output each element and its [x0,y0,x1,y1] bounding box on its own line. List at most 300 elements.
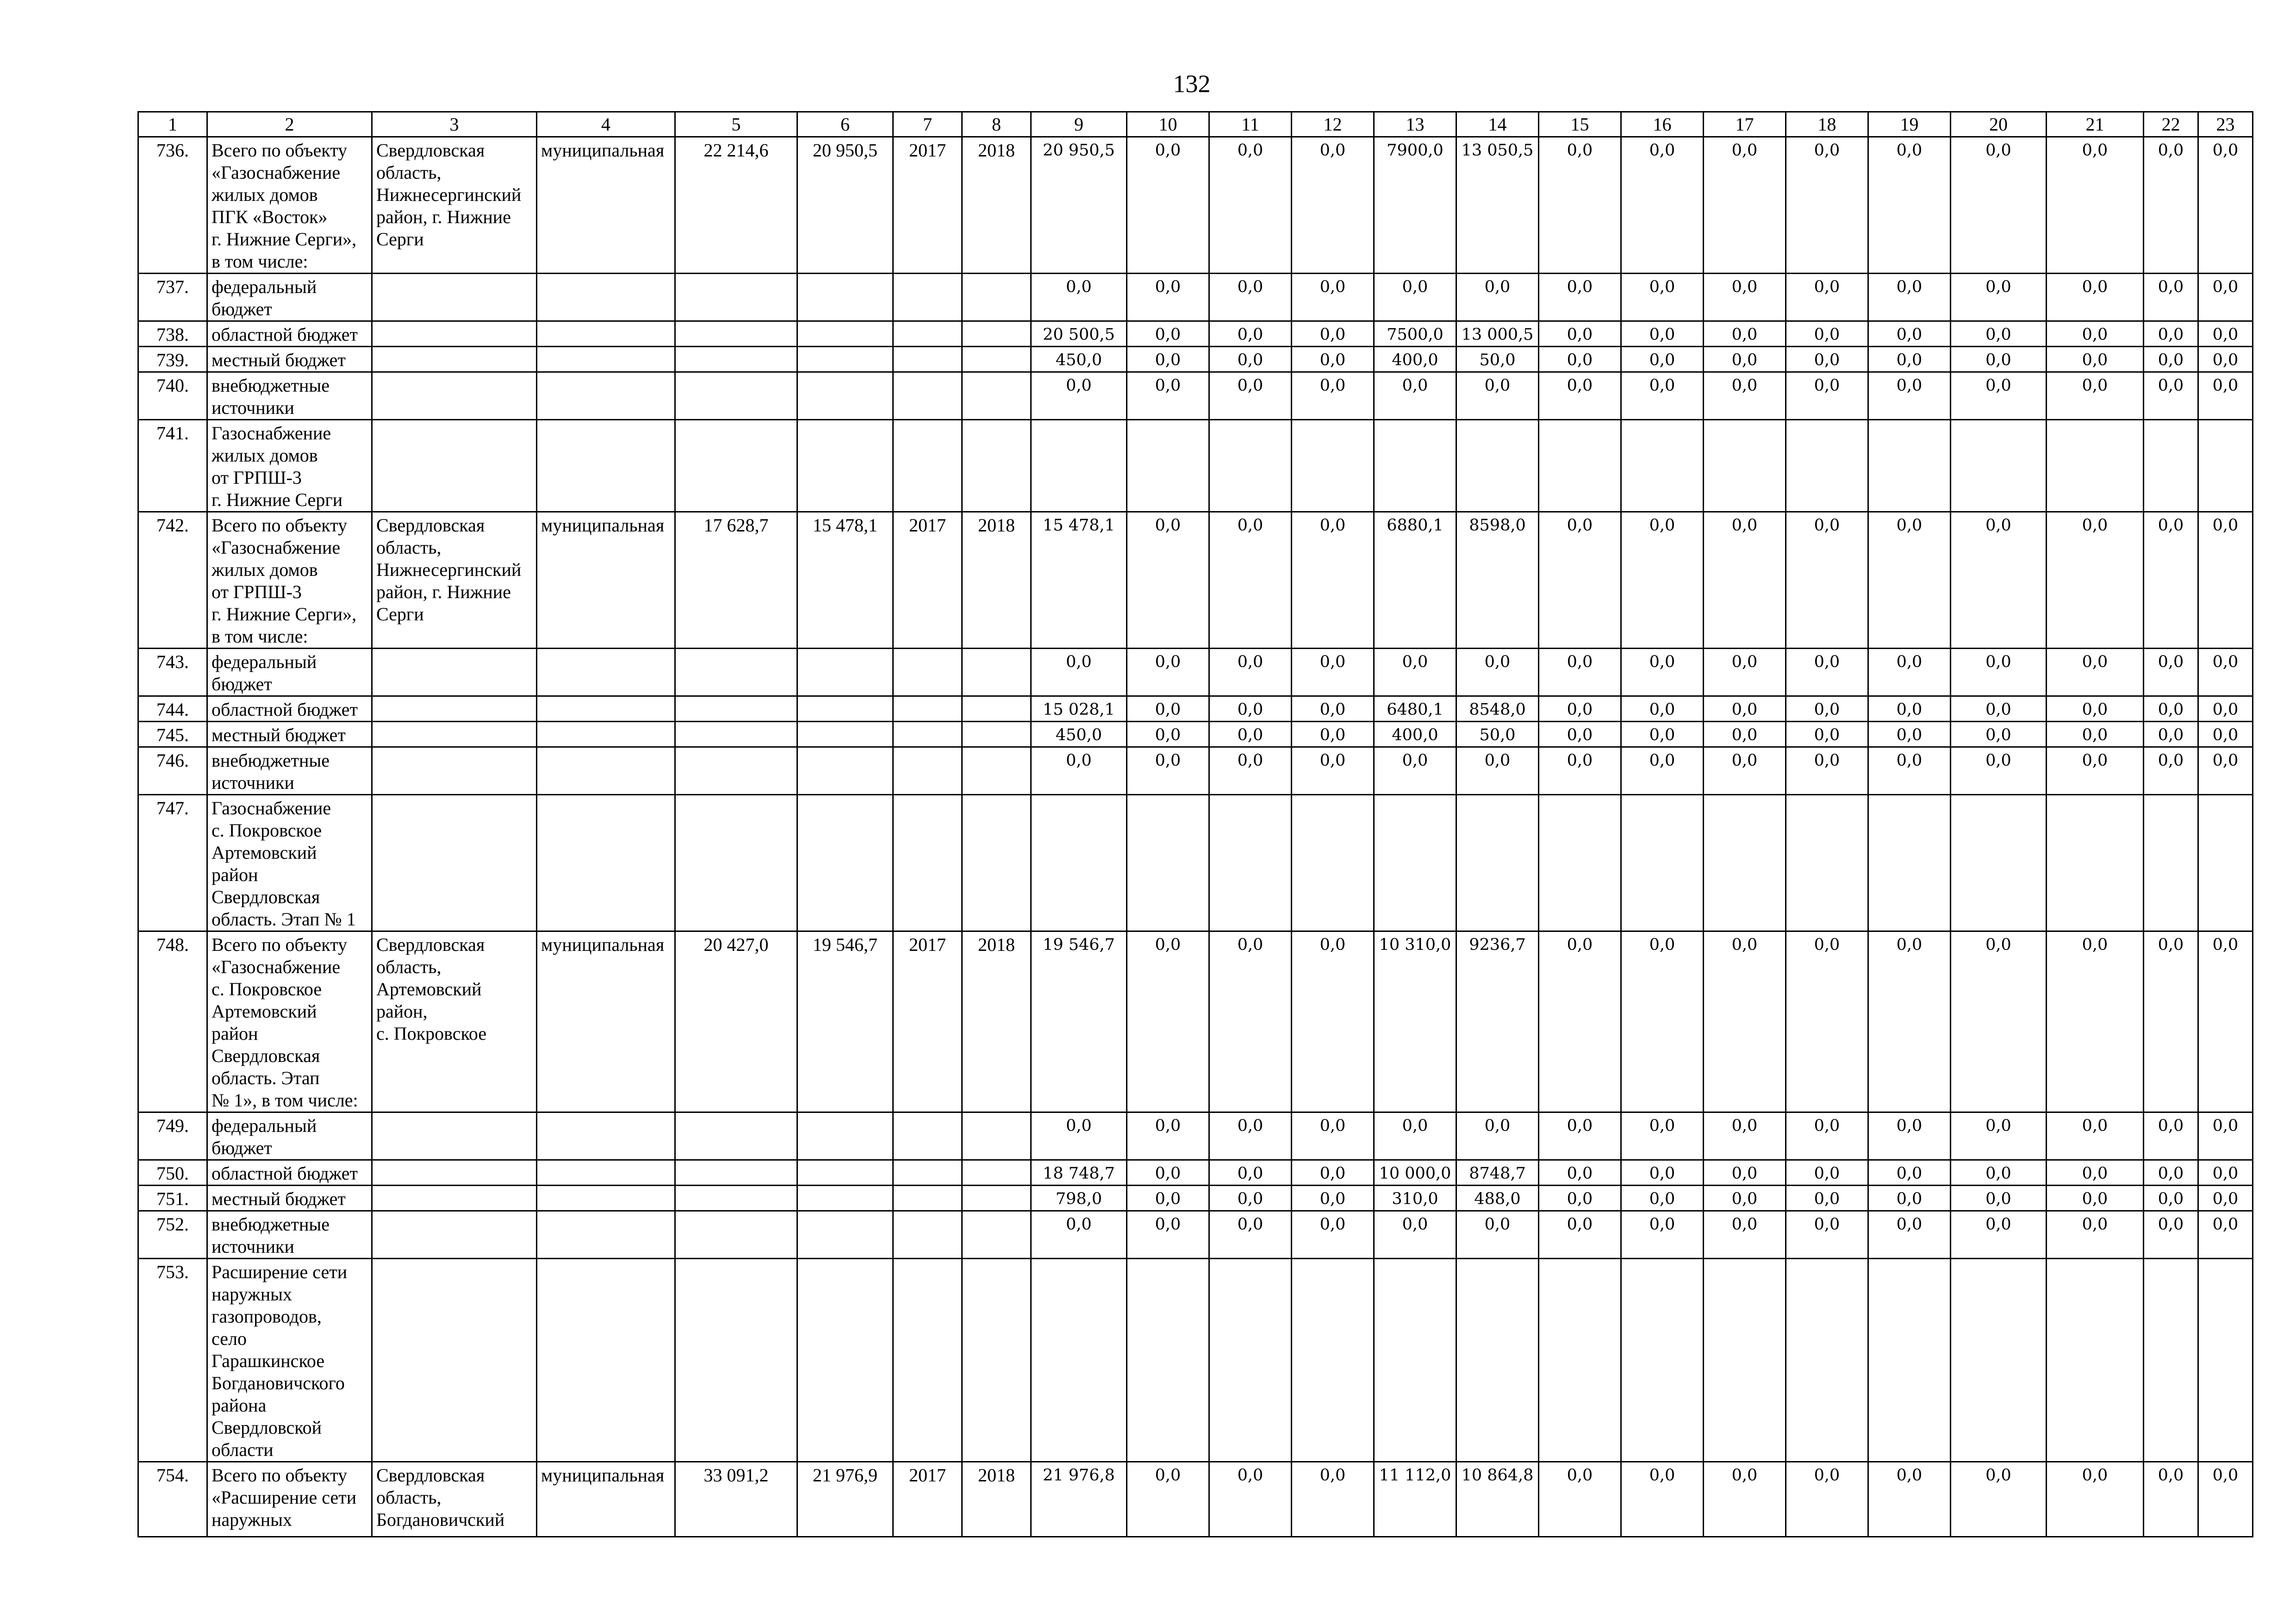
location [372,274,537,321]
funding-value: 0,0 [1127,722,1209,747]
funding-value: 0,0 [1951,1186,2047,1211]
funding-value: 0,0 [1127,1160,1209,1186]
funding-value: 0,0 [1704,321,1786,347]
funding-value [1539,420,1621,512]
location [372,1211,537,1259]
table-row [138,1112,2253,1160]
ownership-type [537,1186,675,1211]
row-number: 751. [138,1186,207,1211]
funding-value: 0,0 [1951,1112,2047,1160]
ownership-type: муниципальная [537,512,675,649]
location [372,722,537,747]
location [372,1112,537,1160]
column-header: 4 [537,112,675,137]
end-year [962,347,1031,372]
ownership-type [537,321,675,347]
funding-value: 0,0 [1456,649,1539,696]
funding-value: 0,0 [1127,747,1209,795]
header-row [138,112,2253,137]
start-year [893,1211,962,1259]
funding-value: 0,0 [1868,137,1951,274]
table-row [138,649,2253,696]
funding-value: 0,0 [2144,274,2198,321]
location: Свердловская область, Нижнесергинский район, г. Нижние Серги [372,512,537,649]
funding-value: 0,0 [1127,1112,1209,1160]
row-number: 747. [138,795,207,931]
ownership-type: муниципальная [537,1462,675,1537]
funding-value: 0,0 [1704,1211,1786,1259]
funding-value: 0,0 [1539,722,1621,747]
funding-value: 0,0 [2198,1186,2253,1211]
funding-value: 0,0 [1951,137,2047,274]
remaining-cost [797,1112,893,1160]
remaining-cost [797,1160,893,1186]
table-row [138,1186,2253,1211]
funding-value: 0,0 [1127,649,1209,696]
funding-value: 6480,1 [1374,696,1456,722]
end-year [962,747,1031,795]
funding-value: 0,0 [1786,696,1868,722]
funding-value: 21 976,8 [1031,1462,1127,1537]
estimated-cost [675,795,797,931]
funding-value: 6880,1 [1374,512,1456,649]
row-number: 746. [138,747,207,795]
funding-value [1621,420,1704,512]
funding-value: 0,0 [1127,372,1209,420]
funding-value: 50,0 [1456,722,1539,747]
funding-value: 0,0 [2144,696,2198,722]
location [372,747,537,795]
start-year: 2017 [893,931,962,1112]
object-name: Газоснабжение с. Покровское Артемовский район Свердловская область. Этап № 1 [207,795,372,931]
estimated-cost [675,1160,797,1186]
ownership-type [537,274,675,321]
funding-value: 0,0 [1127,137,1209,274]
location [372,795,537,931]
funding-value: 0,0 [1292,696,1374,722]
funding-value: 8548,0 [1456,696,1539,722]
object-name: Газоснабжение жилых домов от ГРПШ-3 г. Нижние Серги [207,420,372,512]
column-header: 7 [893,112,962,137]
funding-value: 0,0 [2144,1462,2198,1537]
remaining-cost: 19 546,7 [797,931,893,1112]
funding-value: 0,0 [1868,1112,1951,1160]
funding-value: 0,0 [1209,1211,1292,1259]
funding-value: 19 546,7 [1031,931,1127,1112]
funding-value [1374,795,1456,931]
funding-value: 0,0 [1868,372,1951,420]
funding-value: 0,0 [1951,1211,2047,1259]
funding-value: 0,0 [1292,649,1374,696]
object-name: местный бюджет [207,347,372,372]
funding-value: 798,0 [1031,1186,1127,1211]
row-number: 744. [138,696,207,722]
start-year [893,420,962,512]
funding-value: 0,0 [1539,696,1621,722]
funding-value: 13 050,5 [1456,137,1539,274]
funding-value: 0,0 [1868,512,1951,649]
funding-value: 0,0 [1868,931,1951,1112]
funding-value: 0,0 [1292,137,1374,274]
table-row [138,747,2253,795]
funding-value: 0,0 [1621,512,1704,649]
row-number: 750. [138,1160,207,1186]
table-row [138,1211,2253,1259]
funding-value: 0,0 [1374,649,1456,696]
funding-value: 0,0 [1621,1462,1704,1537]
funding-value [1539,1259,1621,1462]
column-header: 23 [2198,112,2253,137]
location [372,420,537,512]
funding-value: 0,0 [1292,1160,1374,1186]
funding-value: 0,0 [2144,1112,2198,1160]
row-number: 736. [138,137,207,274]
end-year [962,795,1031,931]
start-year: 2017 [893,137,962,274]
funding-value: 0,0 [1704,1186,1786,1211]
funding-value: 20 950,5 [1031,137,1127,274]
row-number: 740. [138,372,207,420]
location: Свердловская область, Нижнесергинский район, г. Нижние Серги [372,137,537,274]
funding-value: 0,0 [1539,137,1621,274]
funding-value: 450,0 [1031,722,1127,747]
object-name: областной бюджет [207,321,372,347]
funding-value: 0,0 [2144,372,2198,420]
end-year: 2018 [962,137,1031,274]
funding-value: 0,0 [1951,1462,2047,1537]
funding-value: 0,0 [1292,722,1374,747]
table-row [138,420,2253,512]
end-year [962,321,1031,347]
funding-value: 0,0 [1704,1160,1786,1186]
funding-value: 0,0 [2198,649,2253,696]
start-year [893,1186,962,1211]
object-name: Всего по объекту «Газоснабжение с. Покровское Артемовский район Свердловская область. Этап № 1», в том числе: [207,931,372,1112]
funding-value [2047,420,2144,512]
funding-value: 0,0 [2198,137,2253,274]
estimated-cost [675,372,797,420]
funding-value: 0,0 [1621,372,1704,420]
funding-value: 0,0 [1127,321,1209,347]
funding-value: 0,0 [1786,512,1868,649]
funding-value: 400,0 [1374,722,1456,747]
row-number: 742. [138,512,207,649]
end-year: 2018 [962,512,1031,649]
funding-value: 0,0 [2198,722,2253,747]
funding-value: 0,0 [2144,747,2198,795]
end-year: 2018 [962,931,1031,1112]
funding-value [1951,795,2047,931]
budget-table [137,111,2253,1537]
funding-value: 0,0 [1621,347,1704,372]
funding-value: 0,0 [1951,274,2047,321]
remaining-cost [797,420,893,512]
funding-value: 0,0 [1209,722,1292,747]
funding-value [2198,795,2253,931]
funding-value: 50,0 [1456,347,1539,372]
funding-value: 0,0 [2144,1160,2198,1186]
remaining-cost [797,347,893,372]
table-row [138,1462,2253,1537]
start-year [893,649,962,696]
start-year: 2017 [893,1462,962,1537]
end-year [962,1211,1031,1259]
row-number: 752. [138,1211,207,1259]
column-header: 11 [1209,112,1292,137]
funding-value: 0,0 [1374,372,1456,420]
estimated-cost [675,347,797,372]
funding-value: 0,0 [1539,372,1621,420]
funding-value: 0,0 [2144,137,2198,274]
funding-value: 0,0 [2047,1112,2144,1160]
funding-value: 0,0 [1209,372,1292,420]
funding-value [1868,1259,1951,1462]
funding-value: 8748,7 [1456,1160,1539,1186]
funding-value: 0,0 [1868,321,1951,347]
funding-value: 0,0 [2198,274,2253,321]
funding-value: 0,0 [1621,1211,1704,1259]
start-year [893,747,962,795]
column-header: 3 [372,112,537,137]
remaining-cost [797,1186,893,1211]
funding-value: 0,0 [1209,747,1292,795]
funding-value: 0,0 [1031,649,1127,696]
estimated-cost [675,722,797,747]
funding-value: 0,0 [2198,1211,2253,1259]
funding-value: 0,0 [1539,649,1621,696]
funding-value: 0,0 [1209,1160,1292,1186]
column-header: 9 [1031,112,1127,137]
object-name: внебюджетные источники [207,372,372,420]
funding-value: 0,0 [1704,1462,1786,1537]
ownership-type [537,1112,675,1160]
funding-value: 0,0 [1539,274,1621,321]
funding-value: 0,0 [1292,274,1374,321]
remaining-cost [797,696,893,722]
ownership-type: муниципальная [537,137,675,274]
funding-value: 15 478,1 [1031,512,1127,649]
funding-value: 0,0 [1951,512,2047,649]
object-name: областной бюджет [207,696,372,722]
object-name: федеральный бюджет [207,274,372,321]
object-name: Всего по объекту «Расширение сети наружных [207,1462,372,1537]
funding-value: 0,0 [1292,512,1374,649]
end-year: 2018 [962,1462,1031,1537]
funding-value [1621,795,1704,931]
funding-value: 0,0 [1127,696,1209,722]
row-number: 738. [138,321,207,347]
table-row [138,321,2253,347]
funding-value [1127,1259,1209,1462]
object-name: местный бюджет [207,1186,372,1211]
start-year [893,372,962,420]
funding-value: 0,0 [1786,649,1868,696]
funding-value: 0,0 [1456,747,1539,795]
estimated-cost: 17 628,7 [675,512,797,649]
funding-value: 0,0 [1621,321,1704,347]
funding-value: 0,0 [2047,137,2144,274]
column-header: 10 [1127,112,1209,137]
funding-value: 0,0 [2047,747,2144,795]
funding-value: 13 000,5 [1456,321,1539,347]
column-header: 18 [1786,112,1868,137]
funding-value [1456,1259,1539,1462]
page-number: 132 [1173,70,1211,98]
funding-value: 0,0 [1292,1112,1374,1160]
row-number: 739. [138,347,207,372]
funding-value: 0,0 [2144,722,2198,747]
funding-value: 0,0 [1951,649,2047,696]
funding-value: 0,0 [1292,747,1374,795]
funding-value: 7900,0 [1374,137,1456,274]
table-row [138,795,2253,931]
funding-value: 10 864,8 [1456,1462,1539,1537]
funding-value: 15 028,1 [1031,696,1127,722]
row-number: 754. [138,1462,207,1537]
row-number: 737. [138,274,207,321]
funding-value: 0,0 [2144,321,2198,347]
funding-value: 0,0 [2047,347,2144,372]
column-header: 12 [1292,112,1374,137]
funding-value: 0,0 [2047,274,2144,321]
funding-value: 0,0 [2198,372,2253,420]
funding-value: 0,0 [1704,1112,1786,1160]
funding-value: 400,0 [1374,347,1456,372]
funding-value [1031,795,1127,931]
start-year [893,696,962,722]
estimated-cost: 20 427,0 [675,931,797,1112]
funding-value: 0,0 [1127,347,1209,372]
funding-value: 310,0 [1374,1186,1456,1211]
funding-value: 18 748,7 [1031,1160,1127,1186]
funding-value: 0,0 [1292,372,1374,420]
remaining-cost: 20 950,5 [797,137,893,274]
funding-value: 0,0 [1786,1186,1868,1211]
ownership-type [537,372,675,420]
funding-value: 0,0 [1127,1211,1209,1259]
funding-value: 0,0 [1951,931,2047,1112]
end-year [962,696,1031,722]
funding-value: 0,0 [1127,274,1209,321]
funding-value: 0,0 [1704,747,1786,795]
end-year [962,372,1031,420]
estimated-cost [675,1211,797,1259]
column-header: 5 [675,112,797,137]
ownership-type [537,696,675,722]
remaining-cost: 21 976,9 [797,1462,893,1537]
funding-value [2144,795,2198,931]
location: Свердловская область, Артемовский район, с. Покровское [372,931,537,1112]
location [372,1160,537,1186]
funding-value [1539,795,1621,931]
funding-value: 0,0 [1951,347,2047,372]
funding-value: 0,0 [1868,696,1951,722]
end-year [962,420,1031,512]
funding-value: 0,0 [1868,347,1951,372]
row-number: 745. [138,722,207,747]
location [372,347,537,372]
estimated-cost [675,1186,797,1211]
table-row [138,512,2253,649]
funding-value [1292,1259,1374,1462]
object-name: Всего по объекту «Газоснабжение жилых домов ПГК «Восток» г. Нижние Серги», в том числе: [207,137,372,274]
funding-value: 0,0 [2047,696,2144,722]
funding-value: 0,0 [1786,1462,1868,1537]
location [372,372,537,420]
ownership-type [537,1259,675,1462]
funding-value: 0,0 [1031,1211,1127,1259]
funding-value [2144,1259,2198,1462]
funding-value: 0,0 [1456,1211,1539,1259]
remaining-cost [797,649,893,696]
table-row [138,274,2253,321]
funding-value [1292,795,1374,931]
funding-value: 0,0 [1456,1112,1539,1160]
remaining-cost [797,747,893,795]
funding-value: 0,0 [1209,321,1292,347]
estimated-cost [675,1259,797,1462]
funding-value: 0,0 [1539,1462,1621,1537]
end-year [962,1186,1031,1211]
funding-value: 0,0 [1539,747,1621,795]
funding-value: 0,0 [1868,274,1951,321]
funding-value: 0,0 [2047,1160,2144,1186]
ownership-type [537,649,675,696]
location [372,1259,537,1462]
funding-value: 10 000,0 [1374,1160,1456,1186]
funding-value [2198,1259,2253,1462]
funding-value: 0,0 [1786,1112,1868,1160]
funding-value [2144,420,2198,512]
funding-value: 0,0 [1456,274,1539,321]
funding-value: 0,0 [1209,512,1292,649]
column-header: 17 [1704,112,1786,137]
funding-value: 0,0 [2198,1160,2253,1186]
funding-value: 0,0 [1951,372,2047,420]
funding-value [1209,420,1292,512]
column-header: 15 [1539,112,1621,137]
row-number: 748. [138,931,207,1112]
funding-value: 488,0 [1456,1186,1539,1211]
funding-value: 0,0 [2144,1211,2198,1259]
remaining-cost [797,795,893,931]
column-header: 22 [2144,112,2198,137]
funding-value: 0,0 [1209,696,1292,722]
funding-value: 0,0 [2047,512,2144,649]
funding-value: 0,0 [1704,137,1786,274]
ownership-type [537,722,675,747]
funding-value [1127,795,1209,931]
funding-value: 0,0 [1786,274,1868,321]
funding-value [1292,420,1374,512]
funding-value: 0,0 [1786,372,1868,420]
funding-value: 0,0 [1786,321,1868,347]
funding-value: 0,0 [2047,1462,2144,1537]
funding-value: 0,0 [2047,1211,2144,1259]
funding-value: 0,0 [1292,1186,1374,1211]
estimated-cost [675,649,797,696]
funding-value: 0,0 [1209,137,1292,274]
funding-value: 0,0 [1951,722,2047,747]
funding-value: 0,0 [1704,696,1786,722]
funding-value: 9236,7 [1456,931,1539,1112]
funding-value: 0,0 [1868,1462,1951,1537]
funding-value [1374,1259,1456,1462]
funding-value: 0,0 [1786,722,1868,747]
funding-value: 0,0 [1621,1112,1704,1160]
funding-value: 450,0 [1031,347,1127,372]
location [372,321,537,347]
